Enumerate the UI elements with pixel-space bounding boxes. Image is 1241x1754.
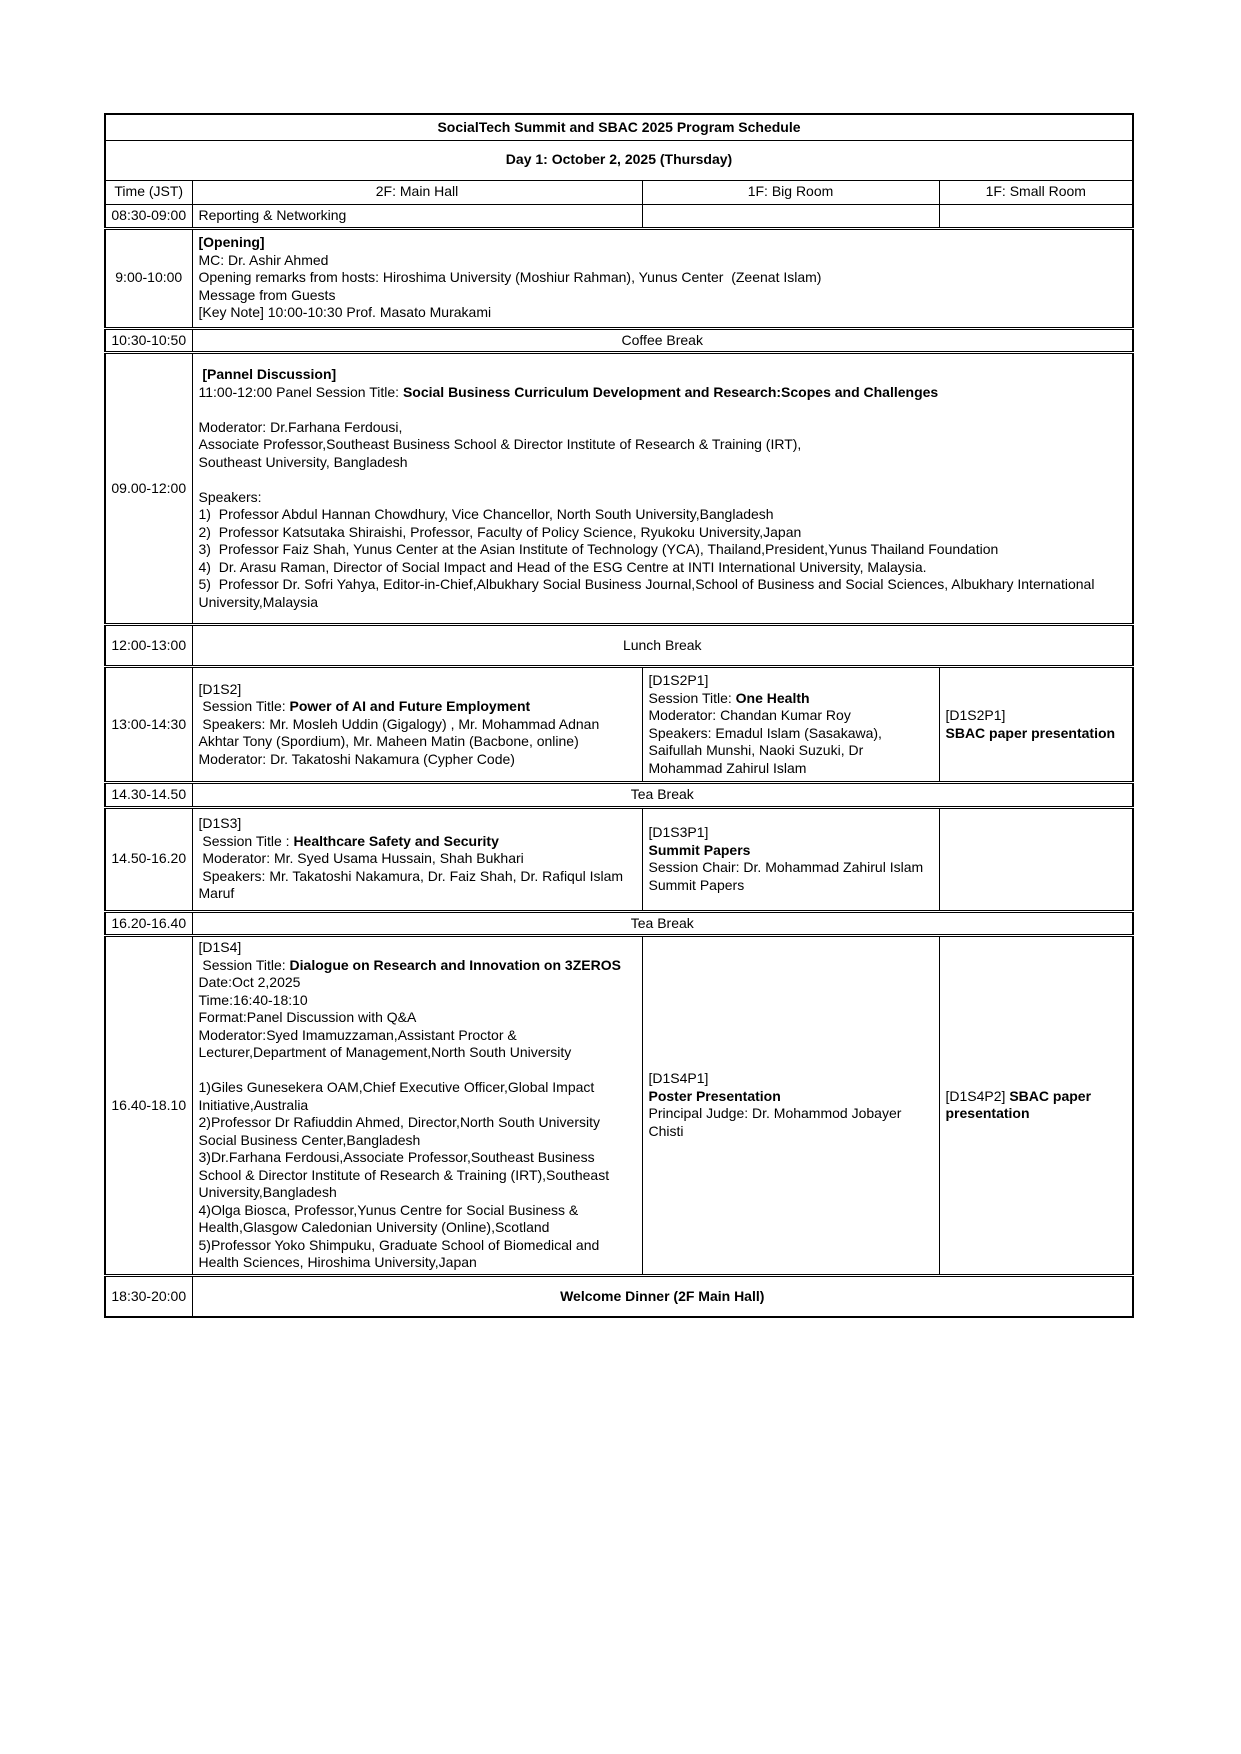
title-row (105, 114, 1133, 140)
text-line: [D1S4P1] (648, 1070, 709, 1087)
row-panel-discussion (105, 353, 1133, 625)
text-line: 2)Professor Dr Rafiuddin Ahmed, Director,North South University Social Business Center,Bangladesh (198, 1114, 604, 1148)
time-cell: 16.40-18.10 (105, 936, 192, 1276)
text-line: [Opening] (198, 234, 265, 251)
session-cell-d1s3 (192, 807, 642, 911)
text-line: [D1S4P2] SBAC paper presentation (945, 1087, 1095, 1122)
text-line: Session Title: Dialogue on Research and Innovation on 3ZEROS (198, 956, 621, 973)
text-line: Moderator: Mr. Syed Usama Hussain, Shah Bukhari (198, 850, 524, 867)
session-cell-d1s2p1-sbac (939, 667, 1133, 783)
break-cell-tea-1: Tea Break (192, 783, 1133, 808)
text-line: Moderator: Dr.Farhana Ferdousi, (198, 418, 403, 435)
row-1640 (105, 936, 1133, 1276)
text-line: Format:Panel Discussion with Q&A (198, 1009, 417, 1025)
row-lunch-break (105, 625, 1133, 667)
break-cell-tea-2: Tea Break (192, 911, 1133, 936)
empty-cell (939, 204, 1133, 228)
text-line: 11:00-12:00 Panel Session Title: Social Business Curriculum Development and Research:Scopes and Challenges (198, 383, 939, 400)
break-cell-lunch: Lunch Break (192, 625, 1133, 667)
column-header-time: Time (JST) (105, 180, 192, 204)
empty-cell (642, 204, 939, 228)
text-line: [D1S3] (198, 815, 242, 832)
text-line: Speakers: Mr. Takatoshi Nakamura, Dr. Faiz Shah, Dr. Rafiqul Islam Maruf (198, 867, 627, 902)
text-line: Poster Presentation (648, 1087, 781, 1104)
time-cell: 9:00-10:00 (105, 228, 192, 328)
text-line: MC: Dr. Ashir Ahmed (198, 251, 329, 268)
text-line: Speakers: Mr. Mosleh Uddin (Gigalogy) , Mr. Mohammad Adnan Akhtar Tony (Spordium), Mr. Maheen Matin (Bacbone, online) (198, 715, 603, 750)
text-line: Time:16:40-18:10 (198, 991, 308, 1008)
program-schedule-table (104, 113, 1134, 1318)
time-cell: 10:30-10:50 (105, 328, 192, 353)
row-0900-opening (105, 228, 1133, 328)
text-line: 4) Dr. Arasu Raman, Director of Social Impact and Head of the ESG Centre at INTI International University, Malaysia. (198, 558, 927, 575)
row-welcome-dinner (105, 1275, 1133, 1317)
text-line (199, 1062, 636, 1080)
time-cell: 12:00-13:00 (105, 625, 192, 667)
text-line: Session Title: Power of AI and Future Employment (198, 698, 531, 715)
day-header: Day 1: October 2, 2025 (Thursday) (105, 140, 1133, 180)
text-line (199, 471, 1127, 489)
session-cell-d1s4p2 (939, 936, 1133, 1276)
session-cell-d1s2 (192, 667, 642, 783)
text-line: 5) Professor Dr. Sofri Yahya, Editor-in-Chief,Albukhary Social Business Journal,School of Business and Social Sciences, Albukhary International University,Malaysia (198, 576, 1099, 610)
text-line: SBAC paper presentation (945, 724, 1116, 741)
row-1300 (105, 667, 1133, 783)
column-header-big-room: 1F: Big Room (642, 180, 939, 204)
text-line: 3) Professor Faiz Shah, Yunus Center at the Asian Institute of Technology (YCA), Thailand,President,Yunus Thailand Foundation (198, 541, 999, 557)
text-line: [Key Note] 10:00-10:30 Prof. Masato Murakami (198, 304, 492, 321)
text-line: [D1S4] (198, 939, 242, 955)
time-cell: 18:30-20:00 (105, 1275, 192, 1317)
time-cell: 14.50-16.20 (105, 807, 192, 911)
time-cell: 16.20-16.40 (105, 911, 192, 936)
text-line: [D1S3P1] (648, 824, 709, 840)
text-line: Session Title: One Health (648, 689, 810, 706)
text-line: 1) Professor Abdul Hannan Chowdhury, Vice Chancellor, North South University,Bangladesh (198, 506, 774, 522)
text-line: 2) Professor Katsutaka Shiraishi, Professor, Faculty of Policy Science, Ryukoku University,Japan (198, 523, 802, 540)
row-coffee-break (105, 328, 1133, 353)
text-line: 5)Professor Yoko Shimpuku, Graduate School of Biomedical and Health Sciences, Hiroshima University,Japan (198, 1236, 604, 1270)
text-line: Summit Papers (648, 876, 745, 893)
session-cell-opening (192, 228, 1133, 328)
text-line: 4)Olga Biosca, Professor,Yunus Centre for Social Business & Health,Glasgow Caledonian University (Online),Scotland (198, 1201, 583, 1235)
text-line: Moderator:Syed Imamuzzaman,Assistant Proctor & Lecturer,Department of Management,North South University (198, 1026, 572, 1060)
session-cell-reporting-networking: Reporting & Networking (192, 204, 642, 228)
text-line: Session Chair: Dr. Mohammad Zahirul Islam (648, 859, 924, 875)
welcome-dinner-cell: Welcome Dinner (2F Main Hall) (192, 1275, 1133, 1317)
text-line: Speakers: Emadul Islam (Sasakawa), Saifullah Munshi, Naoki Suzuki, Dr Mohammad Zahirul Islam (648, 724, 886, 776)
column-header-main-hall: 2F: Main Hall (192, 180, 642, 204)
text-line: [D1S2] (198, 680, 242, 697)
time-cell: 08:30-09:00 (105, 204, 192, 228)
column-header-small-room: 1F: Small Room (939, 180, 1133, 204)
break-cell-coffee: Coffee Break (192, 328, 1133, 353)
row-0830 (105, 204, 1133, 228)
text-line: Session Title : Healthcare Safety and Security (198, 832, 499, 849)
text-line: Associate Professor,Southeast Business School & Director Institute of Research & Training (IRT), (198, 436, 802, 452)
session-cell-d1s3p1 (642, 807, 939, 911)
text-line: Southeast University, Bangladesh (198, 453, 408, 470)
text-line: [D1S2P1] (945, 707, 1006, 723)
time-cell: 13:00-14:30 (105, 667, 192, 783)
text-line: Moderator: Dr. Takatoshi Nakamura (Cypher Code) (198, 750, 515, 767)
text-line: Principal Judge: Dr. Mohammod Jobayer Chisti (648, 1105, 906, 1139)
table-title: SocialTech Summit and SBAC 2025 Program Schedule (105, 114, 1133, 140)
text-line: [D1S2P1] (648, 672, 709, 688)
session-cell-d1s4p1 (642, 936, 939, 1276)
text-line: Summit Papers (648, 841, 751, 858)
text-line: Date:Oct 2,2025 (198, 974, 301, 990)
day-row (105, 140, 1133, 180)
row-tea-break-1 (105, 783, 1133, 808)
time-cell: 14.30-14.50 (105, 783, 192, 808)
text-line (199, 401, 1127, 419)
session-cell-d1s2p1 (642, 667, 939, 783)
text-line: [Pannel Discussion] (198, 366, 337, 382)
text-line: Speakers: (198, 488, 262, 505)
text-line: 3)Dr.Farhana Ferdousi,Associate Professor,Southeast Business School & Director Institute of Research & Training (IRT),Southeast University,Bangladesh (198, 1149, 613, 1200)
empty-cell (939, 807, 1133, 911)
session-cell-panel-discussion (192, 353, 1133, 625)
text-line: Opening remarks from hosts: Hiroshima University (Moshiur Rahman), Yunus Center (Zeenat Islam) (198, 269, 822, 286)
row-1450 (105, 807, 1133, 911)
row-tea-break-2 (105, 911, 1133, 936)
session-cell-d1s4 (192, 936, 642, 1276)
text-line: Message from Guests (198, 286, 336, 303)
text-line: Moderator: Chandan Kumar Roy (648, 707, 851, 723)
time-cell: 09.00-12:00 (105, 353, 192, 625)
text-line: 1)Giles Gunesekera OAM,Chief Executive Officer,Global Impact Initiative,Australia (198, 1079, 599, 1113)
column-header-row (105, 180, 1133, 204)
